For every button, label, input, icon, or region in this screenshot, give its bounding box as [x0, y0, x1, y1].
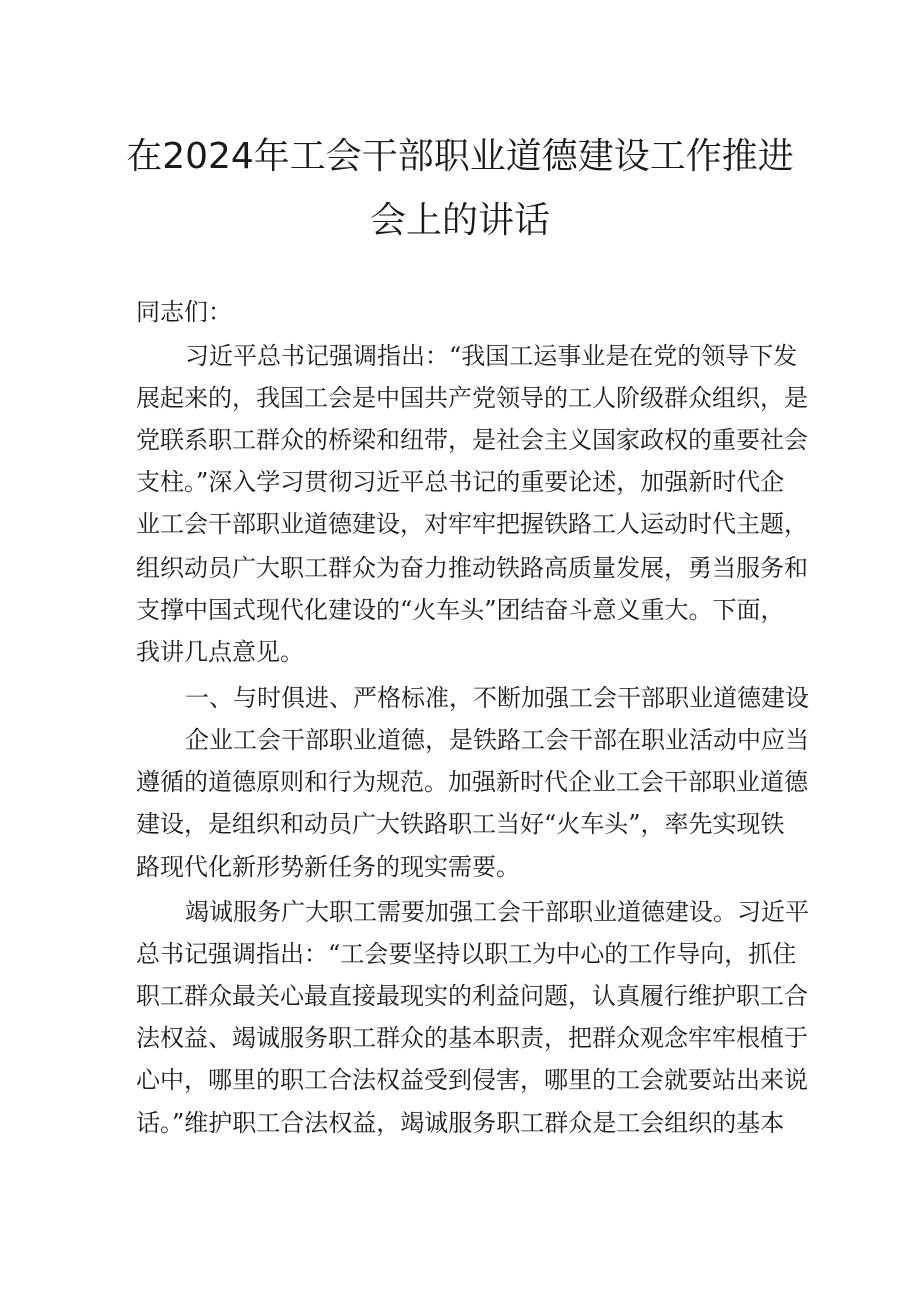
paragraph-line: 支撑中国式现代化建设的“火车头”团结奋斗意义重大。下面，	[136, 596, 785, 624]
paragraph-line: 党联系职工群众的桥梁和纽带，是社会主义国家政权的重要社会	[136, 426, 808, 454]
paragraph-line: 总书记强调指出：“工会要坚持以职工为中心的工作导向，抓住	[136, 940, 797, 968]
document-title-line-2: 会上的讲话	[369, 200, 550, 241]
paragraph-line: 企业工会干部职业道德，是铁路工会干部在职业活动中应当	[185, 726, 809, 754]
paragraph-line: 习近平总书记强调指出：“我国工运事业是在党的领导下发	[185, 342, 798, 370]
greeting: 同志们：	[136, 298, 232, 326]
paragraph-line: 法权益、竭诚服务职工群众的基本职责，把群众观念牢牢根植于	[136, 1024, 808, 1052]
paragraph-line: 支柱。”深入学习贯彻习近平总书记的重要论述，加强新时代企	[136, 468, 785, 496]
section-heading: 一、与时俱进、严格标准，不断加强工会干部职业道德建设	[185, 684, 809, 712]
paragraph-line: 职工群众最关心最直接最现实的利益问题，认真履行维护职工合	[136, 982, 808, 1010]
paragraph-line: 路现代化新形势新任务的现实需要。	[136, 853, 520, 881]
paragraph-line: 心中，哪里的职工合法权益受到侵害，哪里的工会就要站出来说	[136, 1066, 808, 1094]
paragraph-line: 业工会干部职业道德建设，对牢牢把握铁路工人运动时代主题，	[136, 510, 808, 538]
document-title-line-1: 在2024年工会干部职业道德建设工作推进	[126, 136, 794, 177]
paragraph-line: 组织动员广大职工群众为奋力推动铁路高质量发展，勇当服务和	[136, 554, 808, 582]
paragraph-line: 我讲几点意见。	[136, 638, 304, 666]
paragraph-line: 遵循的道德原则和行为规范。加强新时代企业工会干部职业道德	[136, 768, 808, 796]
paragraph-line: 建设，是组织和动员广大铁路职工当好“火车头”，率先实现铁	[136, 810, 785, 838]
paragraph-line: 话。”维护职工合法权益，竭诚服务职工群众是工会组织的基本	[136, 1109, 785, 1137]
paragraph-line: 竭诚服务广大职工需要加强工会干部职业道德建设。习近平	[185, 898, 809, 926]
paragraph-line: 展起来的，我国工会是中国共产党领导的工人阶级群众组织，是	[136, 384, 808, 412]
